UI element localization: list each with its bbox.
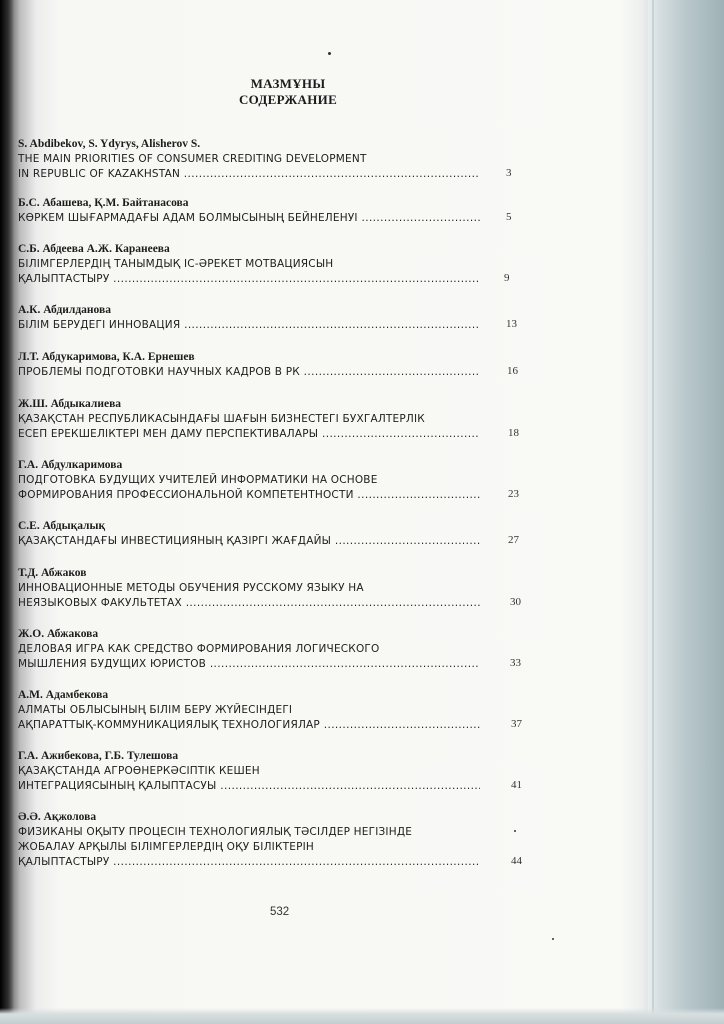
toc-entry-authors: Б.С. Абашева, Қ.М. Байтанасова [18, 197, 189, 209]
toc-entry-title-line: ҚАЗАҚСТАНДА АГРОӨНЕРКӘСІПТІК КЕШЕН [18, 765, 260, 777]
toc-entry-page-number: 16 [507, 365, 518, 377]
toc-entry-page-number: 9 [504, 272, 510, 284]
toc-entry-page-number: 37 [511, 718, 522, 730]
toc-entry-title-line: КӨРКЕМ ШЫҒАРМАДАҒЫ АДАМ БОЛМЫСЫНЫҢ БЕЙНЕЛЕНУІ ..... [18, 211, 480, 226]
toc-entry-title-line: МЫШЛЕНИЯ БУДУЩИХ ЮРИСТОВ ..... [18, 657, 480, 672]
toc-entry [18, 137, 518, 182]
toc-entry-title-line: ИНТЕГРАЦИЯСЫНЫҢ ҚАЛЫПТАСУЫ ..... [18, 779, 480, 794]
toc-entry-title-line: ФИЗИКАНЫ ОҚЫТУ ПРОЦЕСІН ТЕХНОЛОГИЯЛЫҚ ТӘСІЛДЕР НЕГІЗІНДЕ [18, 826, 413, 838]
toc-entry-title-line: ЕСЕП ЕРЕКШЕЛІКТЕРІ МЕН ДАМУ ПЕРСПЕКТИВАЛАРЫ ..... [18, 427, 480, 442]
toc-entry-page-number: 3 [506, 167, 512, 179]
toc-entry [18, 688, 518, 733]
toc-entry-authors: Ж.Ш. Абдыкалиева [18, 398, 122, 410]
toc-entry [18, 242, 518, 287]
toc-entry-title-line: БІЛІМГЕРЛЕРДІҢ ТАНЫМДЫҚ ІС-ӘРЕКЕТ МОТВАЦИЯСЫН [18, 258, 334, 270]
toc-entry-title-line: ҚАЗАҚСТАНДАҒЫ ИНВЕСТИЦИЯНЫҢ ҚАЗІРГІ ЖАҒДАЙЫ ..... [18, 534, 480, 549]
toc-entry [18, 566, 518, 611]
binding-shadow [0, 0, 14, 1024]
toc-entry-page-number: 33 [510, 657, 521, 669]
toc-entry-title-line: ҚАЛЫПТАСТЫРУ ..... [18, 272, 480, 287]
toc-entry-authors: S. Abdibekov, S. Ydyrys, Alisherov S. [18, 138, 201, 150]
scan-speck [328, 52, 331, 55]
toc-entry-authors: Ж.О. Абжакова [18, 628, 99, 640]
toc-entry-page-number: 30 [510, 596, 521, 608]
toc-entry [18, 519, 518, 549]
page-edge [648, 0, 724, 1024]
page-number: 532 [270, 906, 290, 918]
toc-entry-authors: Ә.Ә. Ақжолова [18, 811, 97, 823]
toc-entry-page-number: 41 [511, 779, 522, 791]
toc-entry-title-line: ФОРМИРОВАНИЯ ПРОФЕССИОНАЛЬНОЙ КОМПЕТЕНТНОСТИ ..... [18, 488, 480, 503]
toc-entry-page-number: 18 [508, 427, 519, 439]
toc-entry-title-line: АҚПАРАТТЫҚ-КОММУНИКАЦИЯЛЫҚ ТЕХНОЛОГИЯЛАР ..... [18, 718, 480, 733]
toc-entry-authors: Г.А. Абдулкаримова [18, 459, 123, 471]
toc-entry-title-line: ҚАЛЫПТАСТЫРУ ..... [18, 855, 480, 870]
toc-entry-title-line: БІЛІМ БЕРУДЕГІ ИННОВАЦИЯ ..... [18, 318, 480, 333]
toc-entry-title-line: НЕЯЗЫКОВЫХ ФАКУЛЬТЕТАХ ..... [18, 596, 480, 611]
toc-entry [18, 350, 518, 380]
scan-speck [552, 938, 554, 940]
toc-entry-authors: Т.Д. Абжаков [18, 567, 87, 579]
toc-entry-title-line: ИННОВАЦИОННЫЕ МЕТОДЫ ОБУЧЕНИЯ РУССКОМУ ЯЗЫКУ НА [18, 582, 364, 594]
toc-entry [18, 397, 518, 442]
heading-kazakh: МАЗМҰНЫ [250, 76, 326, 91]
toc-entry [18, 810, 518, 870]
toc-entry-title-line: АЛМАТЫ ОБЛЫСЫНЫҢ БІЛІМ БЕРУ ЖҮЙЕСІНДЕГІ [18, 704, 293, 716]
toc-entry [18, 627, 518, 672]
toc-entry-authors: А.К. Абдилданова [18, 304, 111, 316]
toc-entry-page-number: 27 [508, 534, 519, 546]
toc-entry-title-line: THE MAIN PRIORITIES OF CONSUMER CREDITING DEVELOPMENT [18, 153, 367, 165]
toc-entry-authors: С.Б. Абдеева А.Ж. Каранеева [18, 243, 170, 255]
toc-entry-title-line: IN REPUBLIC OF KAZAKHSTAN ..... [18, 167, 480, 182]
toc-entry-title-line: ПОДГОТОВКА БУДУЩИХ УЧИТЕЛЕЙ ИНФОРМАТИКИ НА ОСНОВЕ [18, 474, 378, 486]
toc-entry-authors: А.М. Адамбекова [18, 689, 109, 701]
toc-entry [18, 458, 518, 503]
heading-russian: СОДЕРЖАНИЕ [238, 92, 338, 107]
toc-entry-title-line: ЖОБАЛАУ АРҚЫЛЫ БІЛІМГЕРЛЕРДІҢ ОҚУ БІЛІКТЕРІН [18, 841, 314, 853]
toc-entry-title-line: ДЕЛОВАЯ ИГРА КАК СРЕДСТВО ФОРМИРОВАНИЯ ЛОГИЧЕСКОГО [18, 643, 380, 655]
toc-entry-title-line: ПРОБЛЕМЫ ПОДГОТОВКИ НАУЧНЫХ КАДРОВ В РК ..... [18, 365, 480, 380]
page-edge-line [652, 0, 654, 1024]
toc-entry-page-number: 44 [511, 855, 522, 867]
toc-entry [18, 749, 518, 794]
toc-entry-title-line: ҚАЗАҚСТАН РЕСПУБЛИКАСЫНДАҒЫ ШАҒЫН БИЗНЕСТЕГІ БУХГАЛТЕРЛІК [18, 413, 425, 425]
bottom-fold [0, 1008, 724, 1024]
toc-entry-authors: Г.А. Ажибекова, Г.Б. Тулешова [18, 750, 179, 762]
toc-entry-authors: С.Е. Абдықалық [18, 520, 106, 532]
toc-entry-page-number: 23 [508, 488, 519, 500]
toc-entry-authors: Л.Т. Абдукаримова, К.А. Ернешев [18, 351, 195, 363]
toc-entry [18, 196, 518, 226]
toc-entry-page-number: 13 [506, 318, 517, 330]
toc-entry [18, 303, 518, 333]
toc-entry-page-number: 5 [506, 211, 512, 223]
